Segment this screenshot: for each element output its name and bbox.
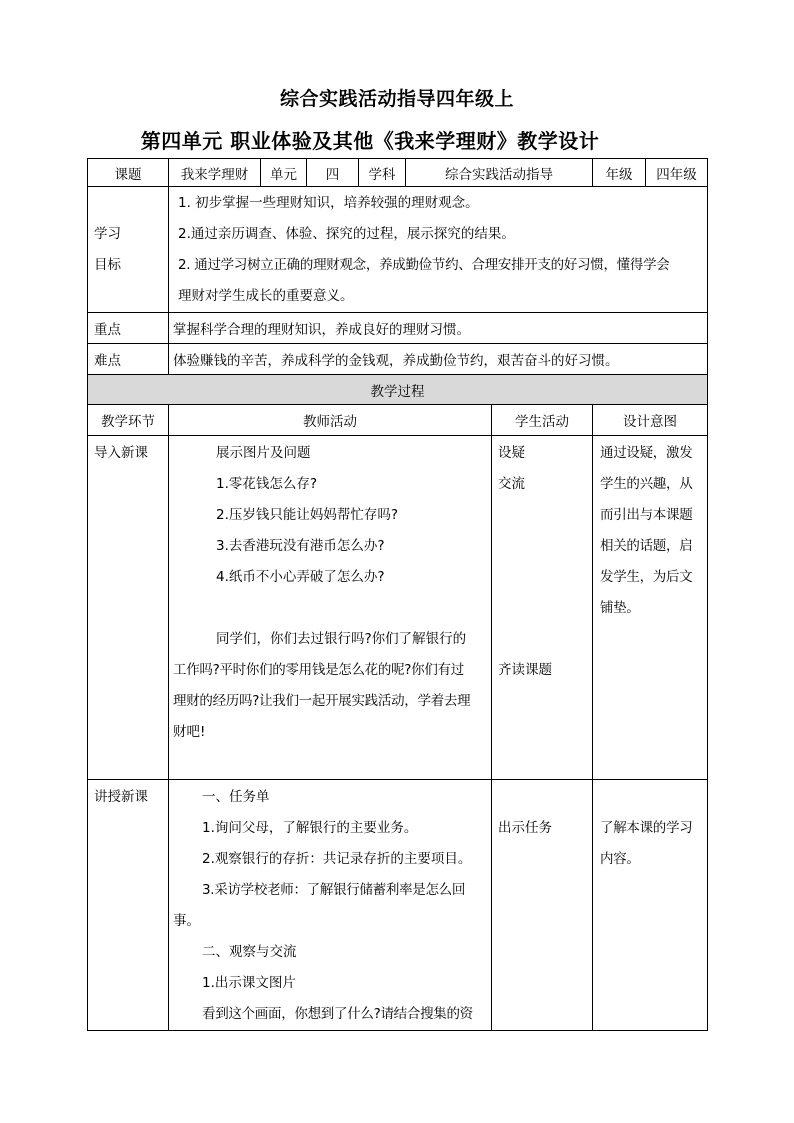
lesson-label: 课题 <box>88 159 169 187</box>
process-header-row <box>88 375 708 405</box>
column-header-stage: 教学环节 <box>88 405 169 436</box>
student-line: 交流 <box>498 476 525 492</box>
intent-line: 学生的兴趣，从 <box>600 476 693 492</box>
key-point-label: 重点 <box>88 313 169 344</box>
student-activity-intro <box>492 436 593 780</box>
stage-label: 导入新课 <box>94 445 148 461</box>
spacer <box>498 500 592 531</box>
key-point-text: 掌握科学合理的理财知识，养成良好的理财习惯。 <box>169 313 708 344</box>
info-row <box>88 159 708 187</box>
intent-line: 内容。 <box>600 851 640 867</box>
teacher-line: 二、观察与交流 <box>202 944 297 960</box>
spacer <box>600 782 707 813</box>
teacher-activity-teaching <box>169 780 492 1031</box>
difficult-point-row <box>88 344 708 375</box>
teacher-line: 1.出示课文图片 <box>202 975 296 991</box>
difficult-point-label: 难点 <box>88 344 169 375</box>
objectives-label-2: 目标 <box>94 256 121 273</box>
objective-line: 2. 通过学习树立正确的理财观念，养成勤俭节约、合理安排开支的好习惯，懂得学会 <box>178 256 670 273</box>
teacher-line: 事。 <box>173 913 200 929</box>
teacher-paragraph-line: 财吧! <box>173 724 206 740</box>
process-header: 教学过程 <box>88 375 708 405</box>
teacher-paragraph-line: 理财的经历吗?让我们一起开展实践活动，学着去理 <box>173 693 471 709</box>
objectives-label <box>88 187 169 313</box>
unit-label: 单元 <box>261 159 307 187</box>
objectives-content <box>169 187 708 313</box>
spacer <box>498 782 592 813</box>
student-line: 出示任务 <box>498 820 552 836</box>
teacher-line: 展示图片及问题 <box>216 445 311 461</box>
teacher-line: 3.去香港玩没有港币怎么办? <box>216 538 385 554</box>
column-header-student: 学生活动 <box>492 405 593 436</box>
objective-line: 1. 初步掌握一些理财知识，培养较强的理财观念。 <box>178 194 479 211</box>
difficult-point-text: 体验赚钱的辛苦，养成科学的金钱观，养成勤俭节约，艰苦奋斗的好习惯。 <box>169 344 708 375</box>
student-line: 齐读课题 <box>498 662 552 678</box>
column-header-intent: 设计意图 <box>593 405 708 436</box>
column-header-row <box>88 405 708 436</box>
teacher-paragraph-line: 同学们，你们去过银行吗?你们了解银行的 <box>216 631 467 647</box>
intent-line: 而引出与本课题 <box>600 507 693 523</box>
grade-value: 四年级 <box>646 159 708 187</box>
teacher-line: 4.纸币不小心弄破了怎么办? <box>216 569 385 585</box>
design-intent-intro <box>593 436 708 780</box>
teacher-line: 看到这个画面，你想到了什么?请结合搜集的资 <box>202 1006 473 1022</box>
intent-line: 铺垫。 <box>600 600 640 616</box>
design-intent-teaching <box>593 780 708 1031</box>
objective-line: 2.通过亲历调查、体验、探究的过程，展示探究的结果。 <box>178 225 515 242</box>
teaching-section-row <box>88 780 708 1031</box>
intent-line: 发学生，为后文 <box>600 569 693 585</box>
teacher-line: 2.观察银行的存折：共记录存折的主要项目。 <box>202 851 472 867</box>
teacher-activity-intro <box>169 436 492 780</box>
teacher-line: 2.压岁钱只能让妈妈帮忙存吗? <box>216 507 399 523</box>
document-subtitle: 第四单元 职业体验及其他《我来学理财》教学设计 <box>140 129 600 153</box>
objective-line: 理财对学生成长的重要意义。 <box>178 287 354 304</box>
document-title: 综合实践活动指导四年级上 <box>279 88 514 110</box>
key-point-row <box>88 313 708 344</box>
teacher-paragraph-line: 工作吗?平时你们的零用钱是怎么花的呢?你们有过 <box>173 662 464 678</box>
stage-intro <box>88 436 169 780</box>
intro-section-row <box>88 436 708 780</box>
intent-line: 了解本课的学习 <box>600 820 693 836</box>
spacer <box>498 562 592 593</box>
student-activity-teaching <box>492 780 593 1031</box>
teacher-line: 1.询问父母，了解银行的主要业务。 <box>202 820 418 836</box>
stage-label: 讲授新课 <box>94 789 148 805</box>
intent-line: 通过设疑，激发 <box>600 445 693 461</box>
grade-label: 年级 <box>593 159 646 187</box>
spacer <box>498 593 592 624</box>
spacer <box>498 531 592 562</box>
column-header-teacher: 教师活动 <box>169 405 492 436</box>
subject-value: 综合实践活动指导 <box>406 159 593 187</box>
stage-teaching <box>88 780 169 1031</box>
subject-label: 学科 <box>359 159 406 187</box>
unit-value: 四 <box>307 159 359 187</box>
objectives-label-1: 学习 <box>94 225 121 242</box>
spacer <box>169 593 491 624</box>
lesson-value: 我来学理财 <box>169 159 261 187</box>
teacher-line: 3.采访学校老师：了解银行储蓄利率是怎么回 <box>202 882 466 898</box>
teacher-line: 一、任务单 <box>202 789 270 805</box>
intent-line: 相关的话题，启 <box>600 538 693 554</box>
lesson-plan-table <box>87 158 708 1031</box>
objectives-row <box>88 187 708 313</box>
student-line: 设疑 <box>498 445 525 461</box>
teacher-line: 1.零花钱怎么存? <box>216 476 318 492</box>
spacer <box>498 624 592 655</box>
